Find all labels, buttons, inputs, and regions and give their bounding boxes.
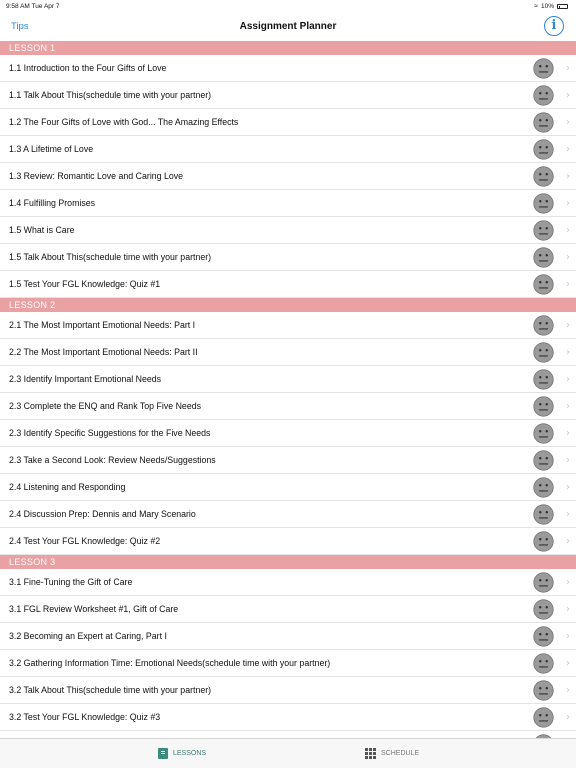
lesson-row[interactable] <box>0 82 576 109</box>
neutral-face-icon[interactable] <box>533 626 554 647</box>
chevron-right-icon: › <box>566 631 570 642</box>
schedule-calendar-icon <box>365 748 376 759</box>
neutral-face-icon[interactable] <box>533 274 554 295</box>
lesson-row-label: 1.5 Talk About This(schedule time with your partner) <box>9 252 212 262</box>
neutral-face-icon[interactable] <box>533 707 554 728</box>
lessons-book-icon <box>158 748 168 759</box>
chevron-right-icon: › <box>566 144 570 155</box>
tab-bar <box>0 738 576 768</box>
neutral-face-icon[interactable] <box>533 450 554 471</box>
lesson-row-label: 2.2 The Most Important Emotional Needs: Part II <box>9 347 198 357</box>
neutral-face-icon[interactable] <box>533 572 554 593</box>
lesson-row[interactable] <box>0 163 576 190</box>
chevron-right-icon: › <box>566 171 570 182</box>
chevron-right-icon: › <box>566 252 570 263</box>
chevron-right-icon: › <box>566 509 570 520</box>
chevron-right-icon: › <box>566 428 570 439</box>
lesson-row[interactable] <box>0 596 576 623</box>
neutral-face-icon[interactable] <box>533 166 554 187</box>
neutral-face-icon[interactable] <box>533 220 554 241</box>
lesson-row[interactable] <box>0 447 576 474</box>
chevron-right-icon: › <box>566 374 570 385</box>
chevron-right-icon: › <box>566 90 570 101</box>
battery-percent: 10% <box>540 3 554 10</box>
chevron-right-icon: › <box>566 117 570 128</box>
chevron-right-icon: › <box>566 347 570 358</box>
chevron-right-icon: › <box>566 604 570 615</box>
lesson-row[interactable] <box>0 704 576 731</box>
lesson-row-label: 2.3 Identify Important Emotional Needs <box>9 374 162 384</box>
status-right <box>534 3 568 10</box>
battery-icon <box>557 4 568 9</box>
lesson-row[interactable] <box>0 569 576 596</box>
lesson-row-label: 1.5 What is Care <box>9 225 75 235</box>
lesson-row-label: 1.5 Test Your FGL Knowledge: Quiz #1 <box>9 279 161 289</box>
section-header: LESSON 1 <box>0 41 576 55</box>
lesson-row[interactable] <box>0 677 576 704</box>
chevron-right-icon: › <box>566 63 570 74</box>
neutral-face-icon[interactable] <box>533 342 554 363</box>
lesson-row[interactable] <box>0 271 576 298</box>
neutral-face-icon[interactable] <box>533 85 554 106</box>
chevron-right-icon: › <box>566 536 570 547</box>
lesson-row[interactable] <box>0 474 576 501</box>
lesson-row[interactable] <box>0 136 576 163</box>
tab-schedule-label: SCHEDULE <box>381 750 420 757</box>
neutral-face-icon[interactable] <box>533 396 554 417</box>
lesson-row[interactable] <box>0 312 576 339</box>
chevron-right-icon: › <box>566 685 570 696</box>
lesson-row-label: 2.3 Identify Specific Suggestions for the Five Needs <box>9 428 211 438</box>
tips-button[interactable]: Tips <box>11 21 29 32</box>
chevron-right-icon: › <box>566 658 570 669</box>
chevron-right-icon: › <box>566 577 570 588</box>
lesson-row[interactable] <box>0 501 576 528</box>
chevron-right-icon: › <box>566 455 570 466</box>
lesson-row-label: 3.2 Becoming an Expert at Caring, Part I <box>9 631 167 641</box>
neutral-face-icon[interactable] <box>533 423 554 444</box>
neutral-face-icon[interactable] <box>533 653 554 674</box>
lesson-list[interactable] <box>0 41 576 738</box>
neutral-face-icon[interactable] <box>533 599 554 620</box>
lesson-row[interactable] <box>0 528 576 555</box>
lesson-row-label: 2.4 Listening and Responding <box>9 482 126 492</box>
page-title: Assignment Planner <box>239 21 337 32</box>
navigation-bar <box>0 12 576 41</box>
lesson-row-label: 1.2 The Four Gifts of Love with God... The Amazing Effects <box>9 117 239 127</box>
lesson-row-label: 1.3 Review: Romantic Love and Caring Love <box>9 171 184 181</box>
lesson-row-label: 3.2 Test Your FGL Knowledge: Quiz #3 <box>9 712 161 722</box>
wifi-icon: ≈ <box>534 2 538 10</box>
tab-schedule[interactable] <box>365 748 419 759</box>
lesson-row-label: 1.4 Fulfilling Promises <box>9 198 96 208</box>
lesson-row-label: 2.3 Complete the ENQ and Rank Top Five Needs <box>9 401 202 411</box>
neutral-face-icon[interactable] <box>533 680 554 701</box>
chevron-right-icon: › <box>566 482 570 493</box>
chevron-right-icon: › <box>566 320 570 331</box>
status-time: 9:58 AM Tue Apr 7 <box>6 3 60 10</box>
lesson-row[interactable] <box>0 217 576 244</box>
lesson-row[interactable] <box>0 55 576 82</box>
lesson-row[interactable] <box>0 109 576 136</box>
lesson-row-label: 3.2 Talk About This(schedule time with your partner) <box>9 685 212 695</box>
status-bar <box>0 0 576 12</box>
neutral-face-icon[interactable] <box>533 247 554 268</box>
lesson-row-label: 1.1 Talk About This(schedule time with your partner) <box>9 90 212 100</box>
neutral-face-icon[interactable] <box>533 369 554 390</box>
lesson-row-label: 2.4 Test Your FGL Knowledge: Quiz #2 <box>9 536 161 546</box>
chevron-right-icon: › <box>566 401 570 412</box>
lesson-row-label: 1.1 Introduction to the Four Gifts of Love <box>9 63 167 73</box>
info-icon[interactable]: i <box>544 16 564 36</box>
chevron-right-icon: › <box>566 279 570 290</box>
section-header: LESSON 3 <box>0 555 576 569</box>
chevron-right-icon: › <box>566 712 570 723</box>
lesson-row[interactable] <box>0 650 576 677</box>
lesson-row-label: 3.2 Gathering Information Time: Emotional Needs(schedule time with your partner) <box>9 658 331 668</box>
lesson-row[interactable] <box>0 420 576 447</box>
lesson-row-label: 1.3 A Lifetime of Love <box>9 144 94 154</box>
lesson-row-label: 2.1 The Most Important Emotional Needs: Part I <box>9 320 196 330</box>
neutral-face-icon[interactable] <box>533 531 554 552</box>
neutral-face-icon[interactable] <box>533 504 554 525</box>
chevron-right-icon: › <box>566 225 570 236</box>
tab-lessons[interactable] <box>158 748 206 759</box>
neutral-face-icon[interactable] <box>533 112 554 133</box>
section-header: LESSON 2 <box>0 298 576 312</box>
lesson-row[interactable] <box>0 244 576 271</box>
neutral-face-icon[interactable] <box>533 477 554 498</box>
neutral-face-icon[interactable] <box>533 193 554 214</box>
neutral-face-icon[interactable] <box>533 139 554 160</box>
lesson-row[interactable] <box>0 339 576 366</box>
lesson-row-label: 2.3 Take a Second Look: Review Needs/Suggestions <box>9 455 216 465</box>
lesson-row-label: 2.4 Discussion Prep: Dennis and Mary Scenario <box>9 509 196 519</box>
lesson-row-label: 3.1 FGL Review Worksheet #1, Gift of Care <box>9 604 179 614</box>
tab-lessons-label: LESSONS <box>173 750 207 757</box>
neutral-face-icon[interactable] <box>533 58 554 79</box>
lesson-row[interactable] <box>0 190 576 217</box>
neutral-face-icon[interactable] <box>533 315 554 336</box>
lesson-row[interactable] <box>0 366 576 393</box>
lesson-row[interactable] <box>0 623 576 650</box>
lesson-row[interactable] <box>0 393 576 420</box>
lesson-row-label: 3.1 Fine-Tuning the Gift of Care <box>9 577 133 587</box>
chevron-right-icon: › <box>566 198 570 209</box>
